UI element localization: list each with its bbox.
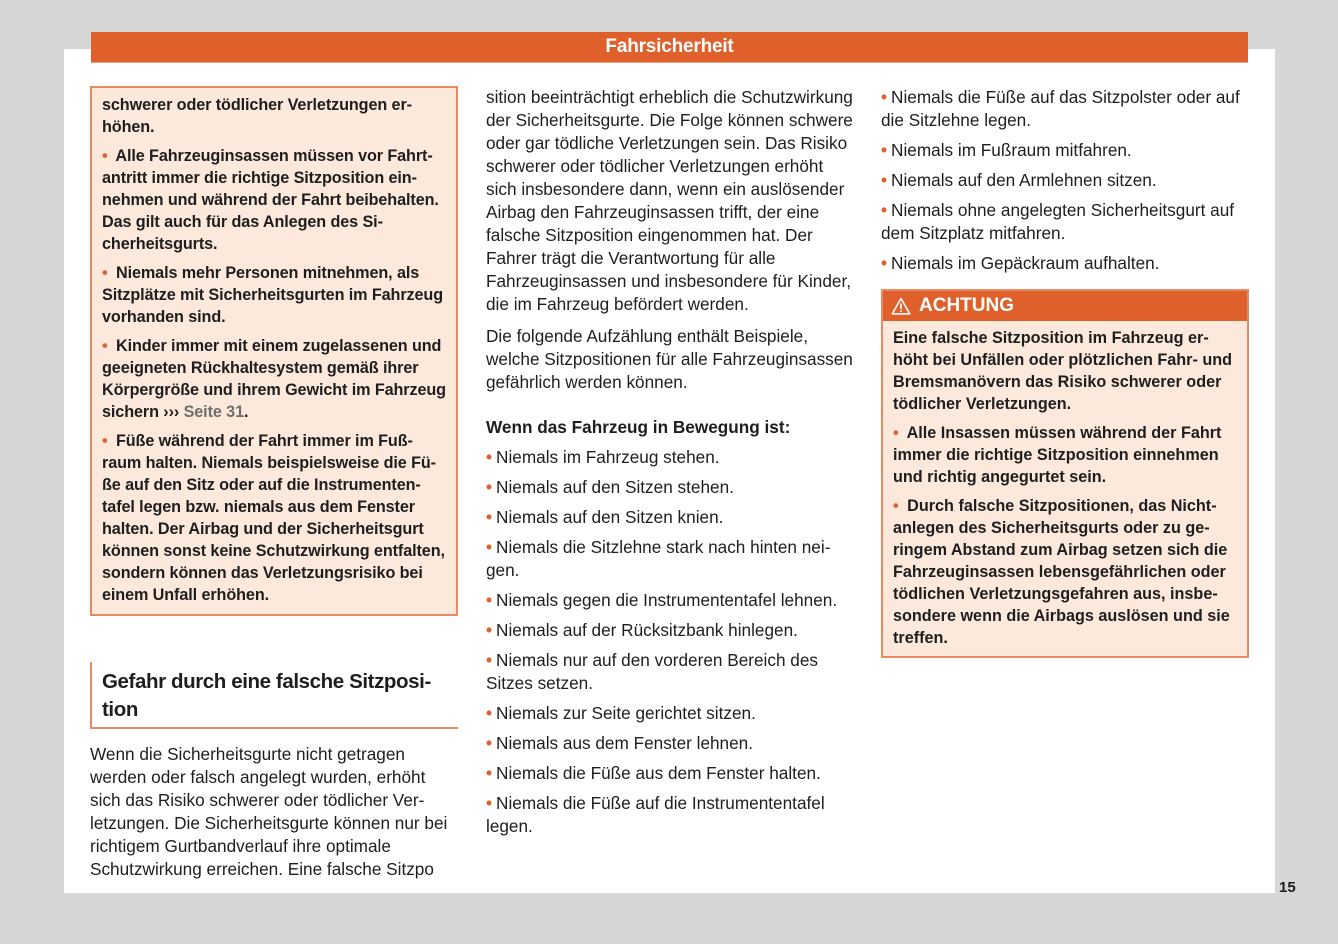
- body-paragraph: Wenn die Sicherheitsgurte nicht getragen werden oder falsch angelegt wurden, erhöht sich das Risiko schwerer oder tödlicher Verletzungen. Die Sicherheitsgurte können nur bei richtigem Gurtbandverlauf ihre optimale Schutzwirkung erreichen. Eine falsche Sitzpo: [90, 744, 448, 879]
- bullet-icon: •: [881, 200, 888, 220]
- list-item: • Niemals die Füße auf die Instrumententafel legen.: [486, 793, 825, 836]
- bullet-icon: •: [486, 703, 493, 723]
- bullet-icon: •: [893, 424, 899, 442]
- list-item: • Niemals aus dem Fenster lehnen.: [486, 733, 754, 753]
- list-item: • Niemals nur auf den vorderen Bereich des Sitzes setzen.: [486, 650, 818, 693]
- bullet-icon: •: [486, 650, 493, 670]
- bullet-icon: •: [486, 477, 493, 497]
- list-item: • Niemals auf den Sitzen stehen.: [486, 477, 734, 497]
- list-item: • Niemals die Sitzlehne stark nach hinten neigen.: [486, 537, 831, 580]
- achtung-header: [883, 291, 1247, 321]
- warning-intro: schwerer oder tödlicher Verletzungen erhöhen.: [102, 96, 413, 136]
- chapter-header: [91, 32, 1248, 63]
- list-item: • Niemals gegen die Instrumententafel lehnen.: [486, 590, 838, 610]
- bullet-icon: •: [486, 507, 493, 527]
- bullet-icon: •: [102, 264, 108, 282]
- chapter-title: Fahrsicherheit: [605, 36, 734, 57]
- bullet-icon: •: [893, 497, 899, 515]
- danger-list-continued: [881, 86, 1249, 275]
- bullet-icon: •: [486, 793, 493, 813]
- achtung-title: ACHTUNG: [919, 295, 1014, 316]
- bullet-icon: •: [486, 620, 493, 640]
- reference-arrows: ›››: [163, 403, 180, 421]
- list-item: • Niemals auf der Rücksitzbank hinlegen.: [486, 620, 798, 640]
- column-2: [486, 86, 856, 845]
- list-item: • Niemals ohne angelegten Sicherheitsgurt auf dem Sitzplatz mitfahren.: [881, 200, 1235, 243]
- list-item: • Niemals die Füße auf das Sitzpolster oder auf die Sitzlehne legen.: [881, 87, 1240, 130]
- danger-list: [486, 446, 856, 838]
- bullet-icon: •: [881, 87, 888, 107]
- achtung-warning-box: [881, 289, 1249, 658]
- warning-item: • Alle Fahrzeuginsassen müssen vor Fahrtantritt immer die richtige Sitzposition einnehmen und während der Fahrt beibehalten. Das gilt auch für das Anlegen des Sicherheitsgurts.: [102, 147, 439, 253]
- bullet-icon: •: [102, 432, 108, 450]
- achtung-body: [883, 321, 1247, 656]
- list-subheading: Wenn das Fahrzeug in Bewegung ist:: [486, 417, 791, 437]
- bullet-icon: •: [102, 147, 108, 165]
- body-paragraph: sition beeinträchtigt erheblich die Schutzwirkung der Sicherheitsgurte. Die Folge können schwere oder gar tödliche Verletzungen sein. Das Risiko schwerer oder tödlicher Verletzungen erhöht sich insbesondere dann, wenn ein auslösender Airbag den Fahrzeuginsassen trifft, der eine falsche Sitzposition eingenommen hat. Der Fahrer trägt die Verantwortung für alle Fahrzeuginsassen und insbesondere für Kinder, die im Fahrzeug befördert werden.: [486, 87, 853, 314]
- bullet-icon: •: [881, 170, 888, 190]
- bullet-icon: •: [102, 337, 108, 355]
- bullet-icon: •: [486, 733, 493, 753]
- warning-triangle-icon: [891, 297, 911, 315]
- body-paragraph: Die folgende Aufzählung enthält Beispiele, welche Sitzpositionen für alle Fahrzeuginsassen gefährlich werden können.: [486, 326, 853, 392]
- column-1: [90, 86, 458, 881]
- bullet-icon: •: [486, 537, 493, 557]
- achtung-item: • Alle Insassen müssen während der Fahrt immer die richtige Sitzposition einnehmen und richtig angegurtet sein.: [893, 424, 1222, 486]
- bullet-icon: •: [881, 253, 888, 273]
- warning-item: • Kinder immer mit einem zugelassenen und geeigneten Rückhaltesystem gemäß ihrer Körpergröße und ihrem Gewicht im Fahrzeug sichern ››› Seite 31.: [102, 337, 446, 421]
- warning-box-continued: [90, 86, 458, 616]
- section-heading: Gefahr durch eine falsche Sitzposition: [90, 662, 458, 729]
- page-reference-link[interactable]: Seite 31: [183, 403, 244, 421]
- list-item: • Niemals im Gepäckraum aufhalten.: [881, 253, 1160, 273]
- list-item: • Niemals auf den Sitzen knien.: [486, 507, 724, 527]
- list-item: • Niemals auf den Armlehnen sitzen.: [881, 170, 1157, 190]
- achtung-item: • Durch falsche Sitzpositionen, das Nichtanlegen des Sicherheitsgurts oder zu geringem Abstand zum Airbag setzen sich die Fahrzeuginsassen lebensgefährlichen oder tödlichen Verletzungsgefahren aus, insbesondere wenn die Airbags auslösen und sie treffen.: [893, 497, 1230, 647]
- bullet-icon: •: [486, 763, 493, 783]
- list-item: • Niemals im Fahrzeug stehen.: [486, 447, 720, 467]
- list-item: • Niemals zur Seite gerichtet sitzen.: [486, 703, 756, 723]
- list-item: • Niemals im Fußraum mitfahren.: [881, 140, 1132, 160]
- achtung-intro: Eine falsche Sitzposition im Fahrzeug erhöht bei Unfällen oder plötzlichen Fahr- und Bremsmanövern das Risiko schwerer oder tödlicher Verletzungen.: [893, 329, 1233, 413]
- bullet-icon: •: [486, 590, 493, 610]
- warning-item: • Niemals mehr Personen mitnehmen, als Sitzplätze mit Sicherheitsgurten im Fahrzeug vorhanden sind.: [102, 264, 443, 326]
- list-item: • Niemals die Füße aus dem Fenster halten.: [486, 763, 821, 783]
- bullet-icon: •: [881, 140, 888, 160]
- bullet-icon: •: [486, 447, 493, 467]
- page-number: 15: [1279, 879, 1296, 896]
- column-3: [881, 86, 1249, 658]
- warning-item: • Füße während der Fahrt immer im Fußraum halten. Niemals beispielsweise die Füße auf den Sitz oder auf die Instrumententafel legen bzw. niemals aus dem Fenster halten. Der Airbag und der Sicherheitsgurt können sonst keine Schutzwirkung entfalten, sondern können das Verletzungsrisiko bei einem Unfall erhöhen.: [102, 432, 445, 604]
